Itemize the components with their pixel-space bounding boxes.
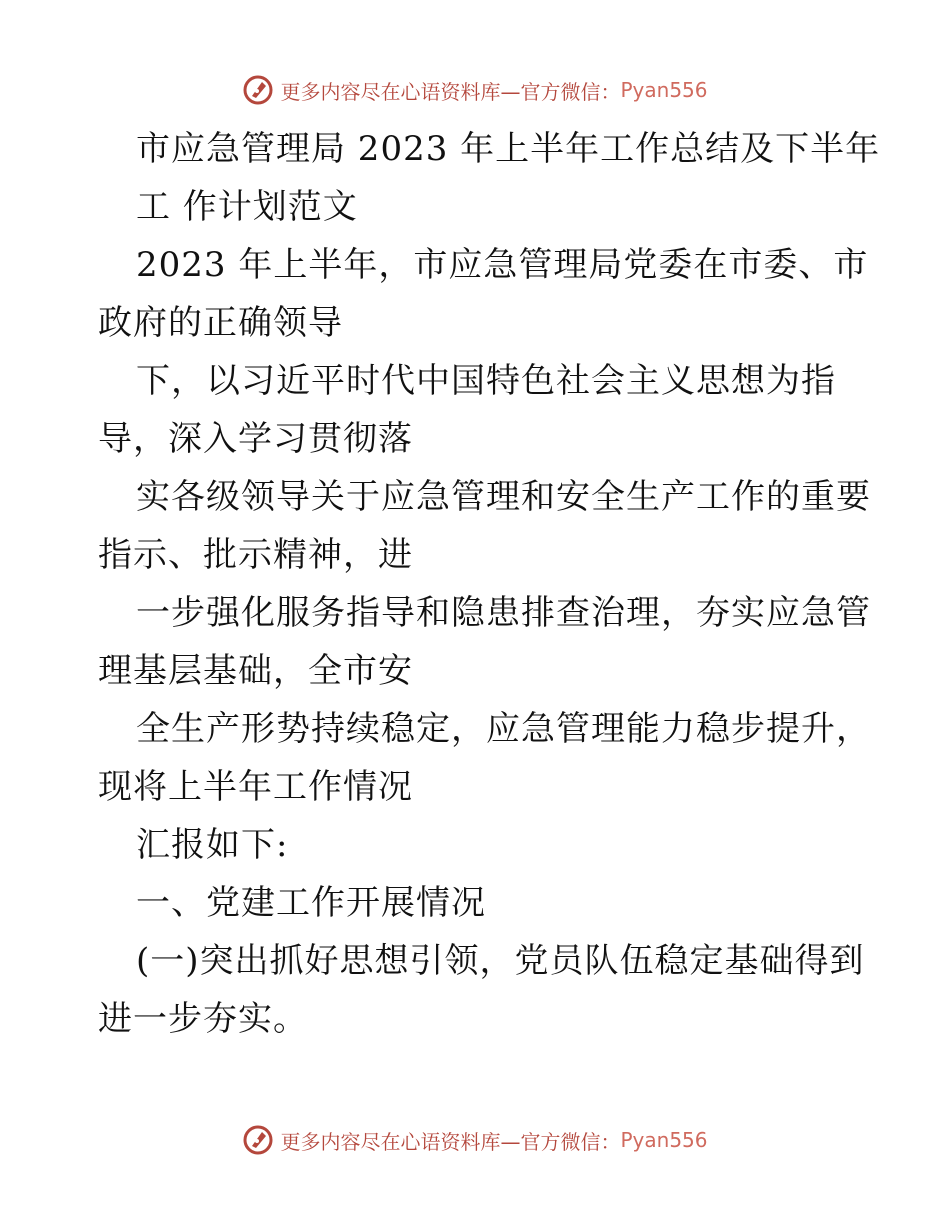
paragraph-line: 实各级领导关于应急管理和安全生产工作的重要 — [136, 477, 871, 517]
footer-banner-text: 更多内容尽在心语资料库—官方微信： — [280, 1129, 621, 1154]
document-body — [98, 120, 881, 1048]
paragraph-line: 导，深入学习贯彻落 — [98, 419, 413, 459]
pen-nib-logo-icon — [242, 1124, 274, 1156]
document-title-line-2: 工 作计划范文 — [136, 187, 358, 227]
document-title-line-1: 市应急管理局 2023 年上半年工作总结及下半年 — [136, 129, 881, 169]
section-heading: 一、党建工作开展情况 — [136, 883, 486, 923]
paragraph-line: 进一步夯实。 — [98, 999, 308, 1039]
header-banner — [0, 70, 950, 110]
footer-banner — [0, 1120, 950, 1160]
paragraph-line: 一步强化服务指导和隐患排查治理，夯实应急管 — [136, 593, 871, 633]
header-wechat-id: Pyan556 — [620, 78, 708, 102]
pen-nib-logo-icon — [242, 74, 274, 106]
paragraph-line: 汇报如下: — [136, 825, 289, 865]
paragraph-line: 下，以习近平时代中国特色社会主义思想为指 — [136, 361, 836, 401]
paragraph-line: 理基层基础，全市安 — [98, 651, 413, 691]
paragraph-line: 全生产形势持续稳定，应急管理能力稳步提升， — [136, 709, 871, 749]
header-banner-text: 更多内容尽在心语资料库—官方微信： — [280, 79, 621, 104]
paragraph-line: 现将上半年工作情况 — [98, 767, 413, 807]
paragraph-line: 指示、批示精神，进 — [98, 535, 413, 575]
subsection-heading: (一)突出抓好思想引领，党员队伍稳定基础得到 — [136, 941, 865, 981]
paragraph-line: 2023 年上半年，市应急管理局党委在市委、市 — [136, 245, 869, 285]
paragraph-line: 政府的正确领导 — [98, 303, 343, 343]
footer-wechat-id: Pyan556 — [620, 1128, 708, 1152]
